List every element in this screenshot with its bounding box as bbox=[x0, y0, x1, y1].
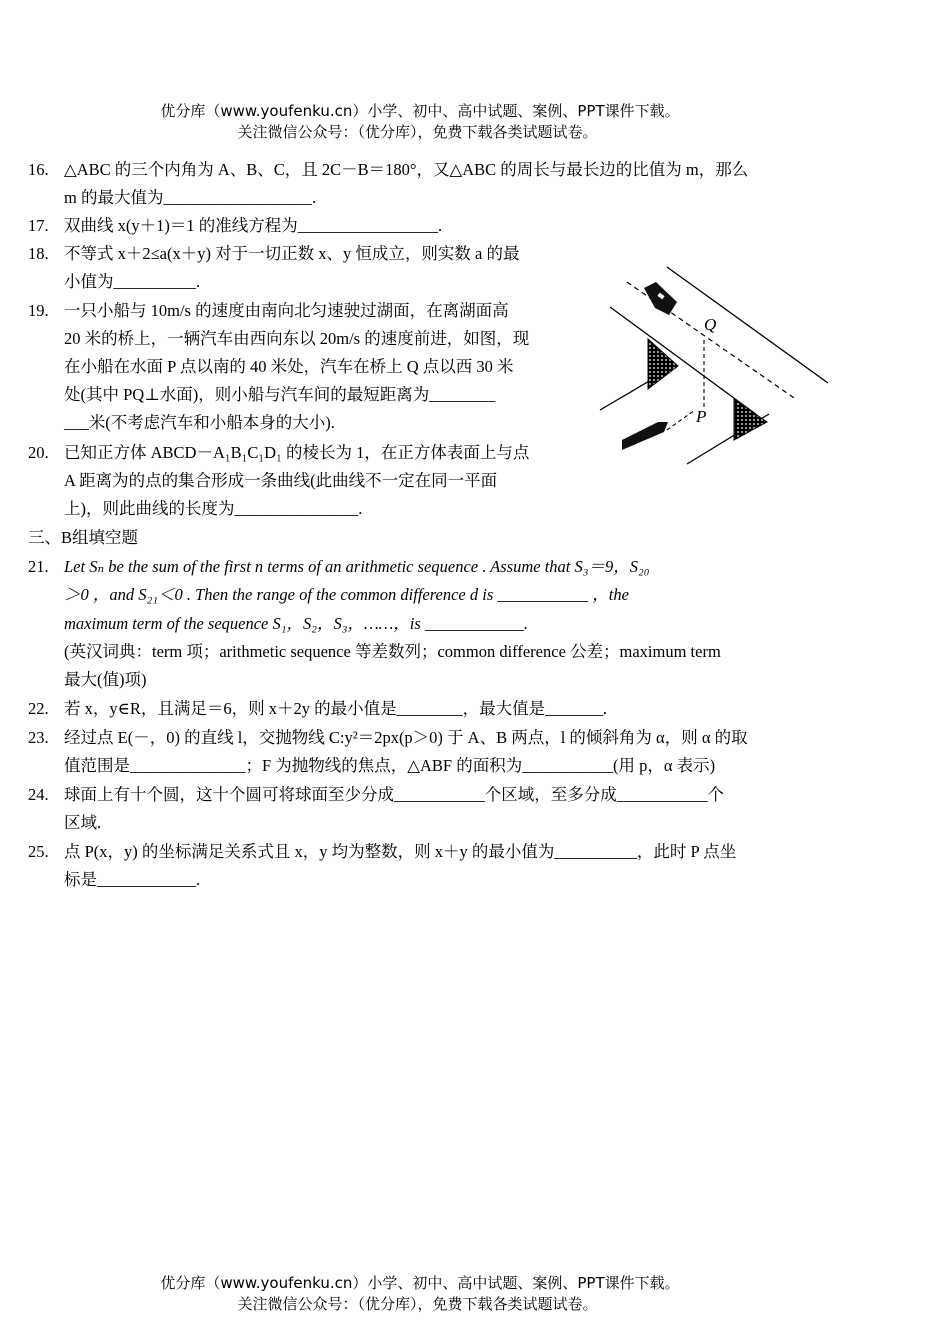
bridge-boat-diagram bbox=[592, 262, 837, 472]
question-25-line-1: 点 P(x，y) 的坐标满足关系式且 x，y 均为整数，则 x＋y 的最小值为__________，此时 P 点坐 bbox=[64, 842, 737, 861]
question-24-line-1: 球面上有十个圆，这十个圆可将球面至少分成___________个区域，至多分成___________个 bbox=[64, 785, 724, 804]
question-20-line-1: 已知正方体 ABCD－A₁B₁C₁D₁ 的棱长为 1，在正方体表面上与点 bbox=[64, 443, 530, 462]
question-25-line-2: 标是____________. bbox=[64, 870, 201, 889]
question-21-line-5: 最大(值)项) bbox=[64, 670, 147, 689]
question-number-24: 24. bbox=[28, 785, 49, 804]
question-19-line-4: 处(其中 PQ⊥水面)，则小船与汽车间的最短距离为________ bbox=[64, 385, 496, 404]
question-21-line-1: Let Sₙ be the sum of the first n terms of an arithmetic sequence . Assume that S₃＝9，S₂₀ bbox=[64, 557, 650, 576]
river-bank-lower-left bbox=[600, 380, 651, 410]
question-number-16: 16. bbox=[28, 160, 49, 179]
question-16-line-1: △ABC 的三个内角为 A、B、C，且 2C－B＝180°，又△ABC 的周长与最长边的比值为 m，那么 bbox=[64, 160, 749, 179]
question-19-line-2: 20 米的桥上，一辆汽车由西向东以 20m/s 的速度前进，如图，现 bbox=[64, 329, 530, 348]
section-title: 三、B组填空题 bbox=[28, 528, 139, 547]
footer-line-2: 关注微信公众号：（优分库），免费下载各类试题试卷。 bbox=[237, 1295, 598, 1313]
label-q: Q bbox=[704, 315, 717, 334]
question-21-line-4: (英汉词典：term 项；arithmetic sequence 等差数列；common difference 公差；maximum term bbox=[64, 642, 721, 661]
question-number-18: 18. bbox=[28, 244, 49, 263]
question-number-22: 22. bbox=[28, 699, 49, 718]
question-number-19: 19. bbox=[28, 301, 49, 320]
question-23-line-2: 值范围是______________；F 为抛物线的焦点，△ABF 的面积为___________(用 p，α 表示) bbox=[64, 756, 716, 775]
question-17-line-1: 双曲线 x(y＋1)＝1 的准线方程为_________________. bbox=[64, 216, 443, 235]
footer-line-1: 优分库（www.youfenku.cn）小学、初中、高中试题、案例、PPT课件下载。 bbox=[160, 1274, 680, 1292]
header-line-2: 关注微信公众号：（优分库），免费下载各类试题试卷。 bbox=[237, 123, 598, 141]
boat-path-dashed bbox=[667, 410, 695, 430]
question-19-line-3: 在小船在水面 P 点以南的 40 米处，汽车在桥上 Q 点以西 30 米 bbox=[64, 357, 514, 376]
label-p: P bbox=[696, 407, 707, 426]
question-16-line-2: m 的最大值为__________________. bbox=[64, 188, 317, 207]
question-number-20: 20. bbox=[28, 443, 49, 462]
car-icon bbox=[644, 282, 677, 315]
bridge-pillar-right bbox=[734, 399, 767, 440]
question-20-line-2: A 距离为的点的集合形成一条曲线(此曲线不一定在同一平面 bbox=[64, 471, 498, 490]
page-footer bbox=[0, 1273, 950, 1315]
page-header bbox=[0, 101, 950, 143]
question-22-line-1: 若 x，y∈R，且满足＝6，则 x＋2y 的最小值是________，最大值是_______. bbox=[64, 699, 607, 718]
question-21-line-3: maximum term of the sequence S₁，S₂，S₃，……，is ____________. bbox=[64, 614, 529, 633]
question-19-line-5: ___米(不考虑汽车和小船本身的大小). bbox=[64, 413, 335, 432]
question-19-line-1: 一只小船与 10m/s 的速度由南向北匀速驶过湖面，在离湖面高 bbox=[64, 301, 509, 320]
question-23-line-1: 经过点 E(－，0) 的直线 l，交抛物线 C:y²＝2px(p＞0) 于 A、B 两点，l 的倾斜角为 α，则 α 的取 bbox=[64, 728, 748, 747]
question-21-line-2: ＞0 ，and S₂₁＜0 . Then the range of the common difference d is ___________ ，the bbox=[64, 585, 629, 604]
question-20-line-3: 上)，则此曲线的长度为_______________. bbox=[64, 499, 363, 518]
boat-icon bbox=[622, 422, 668, 450]
question-number-21: 21. bbox=[28, 557, 49, 576]
question-24-line-2: 区域. bbox=[64, 813, 102, 832]
question-number-25: 25. bbox=[28, 842, 49, 861]
header-line-1: 优分库（www.youfenku.cn）小学、初中、高中试题、案例、PPT课件下载。 bbox=[160, 102, 680, 120]
question-18-line-2: 小值为__________. bbox=[64, 272, 201, 291]
river-bank-upper bbox=[610, 307, 757, 415]
question-18-line-1: 不等式 x＋2≤a(x＋y) 对于一切正数 x、y 恒成立，则实数 a 的最 bbox=[64, 244, 520, 263]
question-number-23: 23. bbox=[28, 728, 49, 747]
question-number-17: 17. bbox=[28, 216, 49, 235]
